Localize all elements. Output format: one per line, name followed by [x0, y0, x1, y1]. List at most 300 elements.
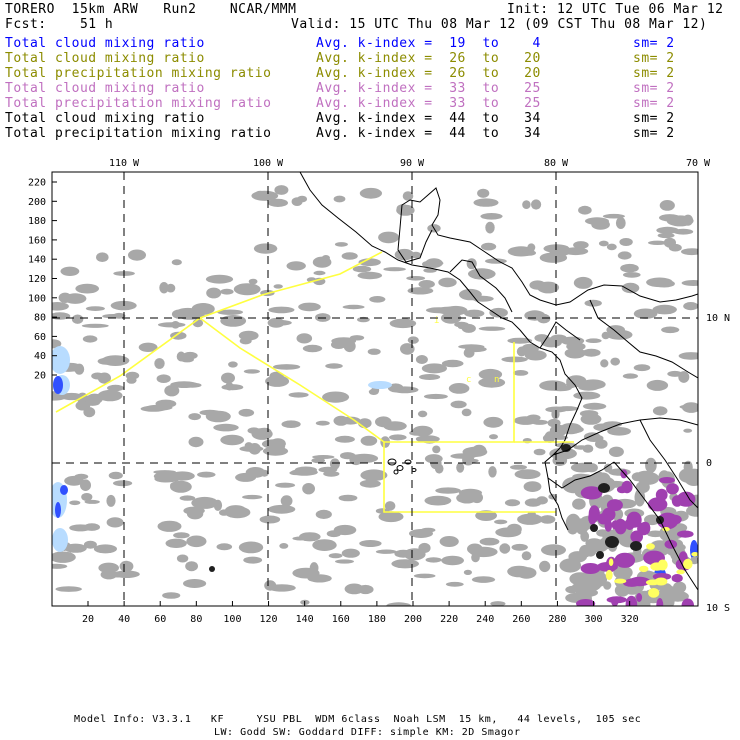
- init-time: Init: 12 UTC Tue 06 Mar 12: [507, 2, 724, 17]
- cloud-cell: [660, 200, 675, 211]
- x-grid-index: 300: [584, 614, 603, 625]
- cloud-cell: [46, 564, 68, 569]
- field-smoothing: sm= 2: [633, 111, 675, 126]
- cloud-cell: [464, 570, 472, 575]
- y-grid-index: 120: [27, 274, 46, 285]
- cloud-cell: [607, 427, 631, 436]
- cloud-cell: [158, 521, 182, 532]
- cloud-cell: [107, 517, 124, 527]
- cloud-cell: [513, 370, 528, 376]
- cloud-cell: [432, 446, 440, 454]
- cloud-cell: [186, 536, 206, 548]
- light-cloud-cell: [368, 381, 392, 389]
- cloud-cell: [582, 349, 600, 357]
- cloud-cell: [593, 424, 611, 431]
- cloud-cell: [573, 392, 600, 400]
- cloud-cell: [573, 241, 589, 249]
- cloud-cell: [426, 557, 442, 562]
- cloud-cell: [298, 303, 321, 312]
- cloud-cell: [425, 496, 452, 506]
- cloud-cell: [206, 288, 221, 299]
- cloud-cell: [74, 364, 84, 375]
- cloud-cell: [404, 548, 426, 560]
- cloud-cell: [464, 348, 475, 358]
- cloud-cell: [600, 359, 608, 367]
- cloud-cell: [574, 445, 588, 449]
- cloud-cell: [83, 407, 95, 417]
- cloud-cell: [607, 244, 617, 251]
- moderate-cell: [609, 558, 614, 566]
- cloud-cell: [682, 280, 706, 286]
- moderate-cell: [614, 579, 626, 584]
- cloud-cell: [314, 271, 326, 275]
- cloud-cell: [408, 287, 434, 294]
- cloud-cell: [488, 466, 496, 477]
- cloud-cell: [188, 413, 201, 420]
- cloud-cell: [679, 352, 704, 360]
- intense-core: [630, 541, 642, 551]
- cloud-cell: [64, 544, 87, 553]
- x-grid-index: 260: [512, 614, 531, 625]
- cloud-cell: [254, 243, 277, 253]
- x-grid-index: 100: [223, 614, 242, 625]
- cloud-cell: [397, 204, 410, 213]
- cloud-cell: [50, 312, 71, 320]
- x-grid-index: 60: [154, 614, 167, 625]
- cloud-cell: [647, 380, 668, 391]
- cloud-cell: [525, 350, 547, 360]
- cloud-cell: [591, 219, 610, 229]
- cloud-cell: [64, 476, 84, 486]
- cloud-cell: [648, 241, 667, 245]
- cloud-cell: [335, 559, 354, 563]
- y-grid-index: 40: [33, 351, 46, 363]
- cloud-cell: [335, 436, 355, 443]
- cloud-cell: [591, 435, 604, 441]
- cloud-cell: [228, 361, 238, 367]
- field-k-index: Avg. k-index = 33 to 25: [316, 81, 541, 96]
- cloud-cell: [581, 413, 602, 424]
- cloud-cell: [358, 272, 383, 279]
- cloud-cell: [623, 373, 638, 378]
- convective-cell: [677, 531, 694, 538]
- cloud-cell: [339, 495, 358, 502]
- cloud-cell: [378, 232, 399, 244]
- cloud-cell: [489, 434, 498, 439]
- cloud-cell: [450, 453, 476, 459]
- cloud-cell: [248, 427, 261, 433]
- cloud-cell: [239, 409, 255, 417]
- cloud-cell: [645, 458, 657, 473]
- cloud-cell: [316, 421, 330, 426]
- cloud-cell: [220, 435, 244, 446]
- cloud-cell: [560, 558, 582, 572]
- cloud-cell: [264, 580, 276, 590]
- cloud-cell: [307, 574, 331, 582]
- cloud-cell: [578, 384, 599, 391]
- cloud-cell: [505, 499, 520, 506]
- cloud-cell: [470, 547, 498, 557]
- cloud-cell: [368, 349, 381, 355]
- footer-physics-info: LW: Godd SW: Goddard DIFF: simple KM: 2D Smagor: [214, 727, 521, 738]
- convective-cell: [597, 562, 618, 572]
- cloud-cell: [69, 501, 80, 506]
- cloud-cell: [98, 563, 119, 574]
- cloud-cell: [268, 307, 294, 314]
- cloud-cell: [531, 420, 548, 425]
- field-k-index: Avg. k-index = 26 to 20: [316, 66, 541, 81]
- cloud-cell: [98, 358, 115, 365]
- cloud-cell: [408, 336, 419, 343]
- field-smoothing: sm= 2: [633, 66, 675, 81]
- cloud-cell: [539, 561, 550, 572]
- cloud-cell: [274, 284, 283, 288]
- convective-cell: [576, 599, 595, 608]
- light-cloud-cell: [50, 346, 70, 374]
- cloud-cell: [177, 555, 188, 563]
- cloud-cell: [96, 252, 109, 262]
- cloud-cell: [72, 315, 83, 324]
- moderate-cell: [655, 578, 668, 586]
- cloud-cell: [574, 277, 593, 289]
- cloud-cell: [172, 259, 182, 265]
- cloud-cell: [189, 437, 204, 447]
- cloud-cell: [243, 557, 262, 564]
- field-name: Total precipitation mixing ratio: [5, 96, 272, 111]
- cloud-cell: [260, 516, 281, 524]
- x-grid-index: 200: [403, 614, 423, 625]
- cloud-cell: [585, 300, 602, 307]
- cloud-cell: [561, 337, 585, 346]
- model-title: TORERO 15km ARW Run2 NCAR/MMM: [5, 2, 297, 17]
- field-smoothing: sm= 2: [633, 96, 675, 111]
- cloud-cell: [583, 403, 606, 410]
- cloud-cell: [480, 213, 502, 220]
- cloud-cell: [525, 498, 542, 506]
- cloud-cell: [350, 454, 378, 463]
- cloud-cell: [302, 483, 315, 494]
- cloud-cell: [268, 199, 288, 207]
- x-grid-index: 120: [259, 614, 278, 625]
- intense-core: [596, 551, 604, 559]
- field-name: Total precipitation mixing ratio: [5, 126, 272, 141]
- cloud-cell: [316, 510, 332, 519]
- y-grid-index: 20: [33, 370, 46, 382]
- cloud-cell: [654, 280, 675, 288]
- field-name: Total cloud mixing ratio: [5, 81, 205, 96]
- cloud-cell: [171, 321, 180, 329]
- cloud-cell: [81, 493, 92, 501]
- cloud-cell: [683, 302, 698, 310]
- cloud-cell: [522, 551, 532, 560]
- field-k-index: Avg. k-index = 44 to 34: [316, 126, 541, 141]
- cloud-cell: [580, 531, 589, 542]
- cloud-cell: [459, 289, 482, 300]
- cloud-cell: [299, 532, 321, 541]
- convective-cell: [611, 598, 618, 606]
- cloud-cell: [517, 347, 527, 357]
- cloud-cell: [369, 296, 385, 303]
- cloud-cell: [180, 495, 196, 500]
- cloud-cell: [681, 248, 703, 255]
- cloud-cell: [358, 418, 372, 428]
- cloud-cell: [297, 196, 307, 203]
- cloud-cell: [472, 576, 495, 583]
- x-grid-index: 80: [190, 614, 203, 625]
- svg-text:i: i: [434, 316, 440, 326]
- convective-cell: [598, 513, 609, 524]
- convective-cell: [672, 574, 683, 582]
- cloud-cell: [162, 592, 180, 599]
- cloud-cell: [166, 539, 187, 548]
- cloud-cell: [479, 327, 506, 331]
- cloud-cell: [495, 527, 521, 537]
- cloud-cell: [480, 538, 500, 546]
- cloud-cell: [206, 275, 233, 284]
- cloud-cell: [440, 536, 459, 547]
- y-grid-index: 140: [27, 254, 46, 266]
- x-grid-index: 40: [118, 614, 131, 625]
- cloud-cell: [335, 242, 348, 247]
- cloud-cell: [213, 424, 238, 432]
- cloud-cell: [334, 196, 346, 203]
- cloud-cell: [109, 472, 123, 480]
- cloud-cell: [391, 386, 419, 393]
- cloud-cell: [634, 364, 651, 371]
- field-k-index: Avg. k-index = 26 to 20: [316, 51, 541, 66]
- convective-cell: [607, 499, 623, 511]
- cloud-cell: [59, 293, 72, 303]
- cloud-cell: [419, 280, 435, 288]
- y-grid-index: 220: [27, 177, 46, 189]
- field-name: Total cloud mixing ratio: [5, 36, 205, 51]
- x-grid-index: 320: [620, 614, 639, 625]
- longitude-label: 80 W: [543, 158, 569, 169]
- cloud-cell: [242, 495, 262, 499]
- deep-cloud-cell: [53, 376, 63, 394]
- convective-cell: [615, 553, 636, 568]
- cloud-cell: [312, 539, 336, 551]
- convective-cell: [666, 483, 679, 494]
- deep-cloud-cell: [55, 502, 61, 518]
- cloud-cell: [442, 360, 464, 367]
- cloud-cell: [619, 238, 632, 246]
- x-grid-index: 240: [476, 614, 495, 625]
- cloud-cell: [85, 500, 100, 504]
- cloud-cell: [359, 540, 381, 547]
- cloud-cell: [279, 543, 288, 549]
- longitude-label: 110 W: [108, 158, 140, 169]
- cloud-cell: [512, 544, 528, 551]
- cloud-cell: [268, 318, 285, 328]
- cloud-cell: [329, 553, 343, 558]
- cloud-cell: [485, 222, 494, 234]
- y-grid-index: 160: [27, 235, 46, 247]
- cloud-cell: [623, 272, 641, 278]
- latitude-label: 10 N: [706, 313, 731, 324]
- svg-text:c: c: [466, 375, 472, 385]
- x-grid-index: 180: [367, 614, 386, 625]
- cloud-cell: [275, 483, 295, 488]
- field-k-index: Avg. k-index = 33 to 25: [316, 96, 541, 111]
- cloud-cell: [265, 376, 289, 387]
- cloud-cell: [61, 267, 80, 276]
- cloud-cell: [98, 390, 123, 401]
- cloud-cell: [323, 471, 339, 477]
- cloud-cell: [383, 267, 406, 271]
- cloud-cell: [540, 253, 567, 263]
- field-name: Total cloud mixing ratio: [5, 51, 205, 66]
- cloud-cell: [510, 465, 527, 470]
- moderate-cell: [639, 566, 649, 572]
- cloud-cell: [435, 464, 444, 474]
- field-name: Total precipitation mixing ratio: [5, 66, 272, 81]
- cloud-cell: [312, 455, 334, 459]
- cloud-cell: [383, 421, 407, 430]
- cloud-cell: [540, 515, 556, 524]
- cloud-cell: [391, 559, 419, 568]
- cloud-cell: [240, 338, 252, 345]
- convective-cell: [640, 522, 650, 533]
- cloud-cell: [183, 383, 201, 388]
- y-grid-index: 100: [27, 293, 46, 305]
- cloud-cell: [334, 416, 349, 426]
- cloud-cell: [353, 266, 371, 273]
- cloud-cell: [618, 251, 632, 259]
- cloud-cell: [200, 410, 221, 416]
- cloud-cell: [287, 261, 306, 270]
- convective-cell: [581, 563, 601, 574]
- latitude-label: 10 S: [706, 603, 731, 614]
- moderate-cell: [648, 588, 659, 598]
- convective-cell: [636, 593, 642, 602]
- cloud-cell: [507, 566, 531, 578]
- cloud-cell: [360, 480, 381, 488]
- forecast-hour: Fcst: 51 h: [5, 17, 114, 32]
- cloud-cell: [214, 500, 222, 511]
- cloud-cell: [634, 309, 658, 319]
- cloud-cell: [173, 532, 190, 538]
- cloud-cell: [82, 324, 109, 328]
- moderate-cell: [606, 570, 613, 580]
- cloud-cell: [164, 385, 179, 396]
- intense-core: [598, 483, 610, 493]
- convective-cell: [656, 489, 668, 501]
- cloud-cell: [86, 306, 105, 311]
- convective-cell: [615, 519, 627, 535]
- cloud-cell: [451, 401, 467, 409]
- cloud-cell: [268, 505, 295, 514]
- intense-core: [605, 536, 619, 548]
- cloud-cell: [239, 542, 263, 554]
- cloud-cell: [678, 371, 689, 383]
- x-grid-index: 220: [440, 614, 459, 625]
- cloud-cell: [416, 355, 428, 364]
- cloud-cell: [610, 358, 620, 366]
- cloud-cell: [586, 338, 602, 343]
- cloud-cell: [441, 556, 464, 565]
- convective-cell: [665, 540, 678, 549]
- cloud-cell: [438, 278, 456, 288]
- cloud-cell: [176, 308, 200, 317]
- longitude-label: 70 W: [685, 158, 711, 169]
- cloud-cell: [327, 530, 341, 537]
- cloud-cell: [94, 544, 117, 553]
- moderate-cell: [650, 562, 663, 570]
- cloud-cell: [474, 198, 499, 206]
- light-cloud-cell: [52, 528, 68, 552]
- cloud-cell: [578, 206, 592, 215]
- cloud-cell: [273, 364, 300, 370]
- cloud-cell: [310, 562, 319, 574]
- deep-cloud-cell: [60, 485, 68, 495]
- cloud-cell: [522, 250, 536, 256]
- cloud-cell: [481, 243, 496, 251]
- cloud-cell: [170, 471, 195, 480]
- svg-text:n: n: [494, 375, 500, 385]
- convective-cell: [617, 486, 627, 493]
- cloud-cell: [620, 264, 639, 273]
- cloud-cell: [225, 505, 247, 516]
- cloud-cell: [389, 434, 407, 440]
- cloud-cell: [113, 480, 132, 486]
- cloud-cell: [246, 467, 266, 478]
- cloud-cell: [423, 365, 442, 370]
- cloud-cell: [524, 310, 545, 320]
- cloud-cell: [263, 447, 288, 456]
- cloud-cell: [499, 543, 510, 553]
- cloud-cell: [653, 406, 668, 415]
- field-smoothing: sm= 2: [633, 126, 675, 141]
- cloud-cell: [360, 188, 382, 199]
- cloud-cell: [157, 374, 171, 383]
- cloud-cell: [282, 420, 301, 428]
- cloud-cell: [531, 199, 541, 209]
- x-grid-index: 140: [295, 614, 314, 625]
- cloud-cell: [541, 544, 566, 555]
- cloud-cell: [342, 252, 358, 260]
- cloud-cell: [166, 284, 175, 293]
- cloud-cell: [527, 243, 535, 251]
- cloud-cell: [322, 255, 330, 261]
- convective-cell: [626, 596, 638, 613]
- convective-cell: [659, 477, 675, 483]
- cloud-cell: [421, 528, 436, 533]
- field-k-index: Avg. k-index = 19 to 4: [316, 36, 541, 51]
- cloud-cell: [385, 501, 396, 511]
- cloud-cell: [444, 306, 467, 315]
- cloud-cell: [106, 495, 115, 507]
- cloud-cell: [297, 333, 313, 343]
- cloud-cell: [55, 586, 81, 592]
- cloud-cell: [185, 561, 198, 571]
- cloud-cell: [494, 520, 507, 525]
- cloud-cell: [183, 507, 204, 515]
- field-name: Total cloud mixing ratio: [5, 111, 205, 126]
- cloud-cell: [357, 585, 373, 594]
- cloud-cell: [477, 189, 489, 198]
- cloud-cell: [576, 588, 598, 597]
- intense-core: [209, 566, 215, 572]
- cloud-cell: [458, 325, 473, 330]
- cloud-cell: [303, 345, 322, 352]
- longitude-label: 90 W: [399, 158, 425, 169]
- longitude-label: 100 W: [252, 158, 284, 169]
- cloud-cell: [534, 449, 546, 456]
- y-grid-index: 180: [27, 216, 46, 228]
- y-grid-index: 60: [33, 331, 46, 343]
- cloud-cell: [217, 543, 233, 550]
